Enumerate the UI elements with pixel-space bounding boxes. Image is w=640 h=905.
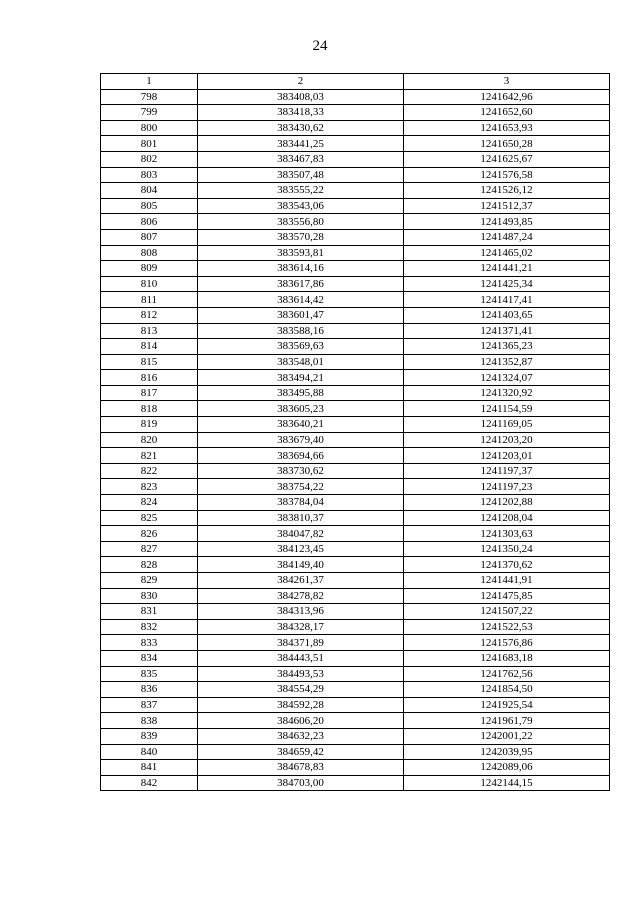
coordinates-table	[100, 73, 610, 791]
coordinate-x-cell: 383495,88	[198, 385, 404, 401]
coordinate-x-cell: 384278,82	[198, 588, 404, 604]
coordinate-y-cell: 1242039,95	[404, 744, 610, 760]
point-number-cell: 819	[101, 417, 198, 433]
table-row	[101, 136, 610, 152]
table-row	[101, 401, 610, 417]
page-number: 24	[312, 38, 328, 54]
coordinate-x-cell: 384606,20	[198, 713, 404, 729]
table-row	[101, 557, 610, 573]
table-row	[101, 541, 610, 557]
coordinate-x-cell: 383614,16	[198, 261, 404, 277]
point-number-cell: 813	[101, 323, 198, 339]
coordinate-y-cell: 1241303,63	[404, 526, 610, 542]
coordinate-x-cell: 383556,80	[198, 214, 404, 230]
point-number-cell: 815	[101, 354, 198, 370]
coordinate-x-cell: 383548,01	[198, 354, 404, 370]
point-number-cell: 837	[101, 697, 198, 713]
point-number-cell: 842	[101, 775, 198, 791]
table-row	[101, 588, 610, 604]
point-number-cell: 800	[101, 120, 198, 136]
point-number-cell: 812	[101, 307, 198, 323]
coordinate-x-cell: 383543,06	[198, 198, 404, 214]
coordinate-y-cell: 1241925,54	[404, 697, 610, 713]
coordinate-y-cell: 1241197,37	[404, 463, 610, 479]
coordinate-y-cell: 1241576,58	[404, 167, 610, 183]
coordinate-x-cell: 383593,81	[198, 245, 404, 261]
coordinate-y-cell: 1241202,88	[404, 495, 610, 511]
table-row	[101, 775, 610, 791]
table-row	[101, 760, 610, 776]
coordinate-y-cell: 1241683,18	[404, 650, 610, 666]
table-row	[101, 495, 610, 511]
coordinate-x-cell: 384554,29	[198, 682, 404, 698]
point-number-cell: 803	[101, 167, 198, 183]
coordinate-x-cell: 384678,83	[198, 760, 404, 776]
table-row	[101, 151, 610, 167]
table-row	[101, 370, 610, 386]
coordinate-x-cell: 383494,21	[198, 370, 404, 386]
point-number-cell: 817	[101, 385, 198, 401]
table-row	[101, 214, 610, 230]
table-row	[101, 728, 610, 744]
point-number-cell: 807	[101, 229, 198, 245]
header-col-3: 3	[404, 74, 610, 90]
table-row	[101, 635, 610, 651]
table-row	[101, 479, 610, 495]
coordinate-y-cell: 1241441,91	[404, 573, 610, 589]
coordinate-y-cell: 1241320,92	[404, 385, 610, 401]
coordinate-x-cell: 383430,62	[198, 120, 404, 136]
coordinate-x-cell: 384047,82	[198, 526, 404, 542]
coordinate-x-cell: 383617,86	[198, 276, 404, 292]
point-number-cell: 821	[101, 448, 198, 464]
point-number-cell: 804	[101, 183, 198, 199]
coordinate-x-cell: 383694,66	[198, 448, 404, 464]
coordinate-x-cell: 383418,33	[198, 105, 404, 121]
coordinate-x-cell: 384659,42	[198, 744, 404, 760]
point-number-cell: 809	[101, 261, 198, 277]
coordinate-x-cell: 384703,00	[198, 775, 404, 791]
table-row	[101, 339, 610, 355]
coordinate-y-cell: 1242001,22	[404, 728, 610, 744]
coordinate-y-cell: 1241441,21	[404, 261, 610, 277]
coordinate-y-cell: 1241203,01	[404, 448, 610, 464]
point-number-cell: 798	[101, 89, 198, 105]
coordinate-x-cell: 384443,51	[198, 650, 404, 666]
coordinate-y-cell: 1241352,87	[404, 354, 610, 370]
table-row	[101, 89, 610, 105]
coordinate-y-cell: 1241350,24	[404, 541, 610, 557]
point-number-cell: 827	[101, 541, 198, 557]
table-row	[101, 354, 610, 370]
point-number-cell: 839	[101, 728, 198, 744]
coordinate-x-cell: 383588,16	[198, 323, 404, 339]
header-row	[101, 74, 610, 90]
coordinate-y-cell: 1241576,86	[404, 635, 610, 651]
point-number-cell: 835	[101, 666, 198, 682]
point-number-cell: 822	[101, 463, 198, 479]
coordinate-x-cell: 383754,22	[198, 479, 404, 495]
table-row	[101, 713, 610, 729]
table-row	[101, 604, 610, 620]
table-row	[101, 167, 610, 183]
point-number-cell: 802	[101, 151, 198, 167]
coordinate-y-cell: 1241652,60	[404, 105, 610, 121]
coordinate-y-cell: 1241371,41	[404, 323, 610, 339]
coordinate-y-cell: 1241961,79	[404, 713, 610, 729]
table-row	[101, 198, 610, 214]
table-row	[101, 682, 610, 698]
point-number-cell: 823	[101, 479, 198, 495]
coordinate-y-cell: 1241493,85	[404, 214, 610, 230]
header-col-2: 2	[198, 74, 404, 90]
coordinate-x-cell: 383408,03	[198, 89, 404, 105]
coordinate-x-cell: 383730,62	[198, 463, 404, 479]
point-number-cell: 830	[101, 588, 198, 604]
table-row	[101, 510, 610, 526]
table-row	[101, 229, 610, 245]
table-row	[101, 448, 610, 464]
coordinate-x-cell: 383467,83	[198, 151, 404, 167]
point-number-cell: 828	[101, 557, 198, 573]
coordinate-y-cell: 1241650,28	[404, 136, 610, 152]
table-row	[101, 261, 610, 277]
coordinate-x-cell: 384328,17	[198, 619, 404, 635]
table-row	[101, 105, 610, 121]
point-number-cell: 831	[101, 604, 198, 620]
point-number-cell: 806	[101, 214, 198, 230]
coordinate-y-cell: 1241475,85	[404, 588, 610, 604]
point-number-cell: 820	[101, 432, 198, 448]
table-body	[101, 89, 610, 791]
point-number-cell: 838	[101, 713, 198, 729]
coordinate-y-cell: 1241208,04	[404, 510, 610, 526]
coordinate-x-cell: 384313,96	[198, 604, 404, 620]
point-number-cell: 836	[101, 682, 198, 698]
coordinate-y-cell: 1241370,62	[404, 557, 610, 573]
coordinate-x-cell: 383507,48	[198, 167, 404, 183]
coordinate-x-cell: 383614,42	[198, 292, 404, 308]
table-row	[101, 183, 610, 199]
table-row	[101, 323, 610, 339]
coordinate-y-cell: 1241526,12	[404, 183, 610, 199]
point-number-cell: 825	[101, 510, 198, 526]
point-number-cell: 824	[101, 495, 198, 511]
coordinate-x-cell: 384123,45	[198, 541, 404, 557]
table-row	[101, 619, 610, 635]
table-row	[101, 120, 610, 136]
coordinate-y-cell: 1241154,59	[404, 401, 610, 417]
table-row	[101, 650, 610, 666]
coordinate-x-cell: 383441,25	[198, 136, 404, 152]
coordinate-x-cell: 383569,63	[198, 339, 404, 355]
table-row	[101, 292, 610, 308]
coordinate-x-cell: 383601,47	[198, 307, 404, 323]
point-number-cell: 833	[101, 635, 198, 651]
table-row	[101, 463, 610, 479]
point-number-cell: 826	[101, 526, 198, 542]
table-row	[101, 307, 610, 323]
point-number-cell: 805	[101, 198, 198, 214]
point-number-cell: 799	[101, 105, 198, 121]
coordinate-x-cell: 383810,37	[198, 510, 404, 526]
table-row	[101, 417, 610, 433]
point-number-cell: 818	[101, 401, 198, 417]
coordinate-y-cell: 1241197,23	[404, 479, 610, 495]
coordinate-y-cell: 1241465,02	[404, 245, 610, 261]
coordinate-y-cell: 1241762,56	[404, 666, 610, 682]
table-row	[101, 245, 610, 261]
coordinate-x-cell: 383784,04	[198, 495, 404, 511]
coordinate-y-cell: 1242144,15	[404, 775, 610, 791]
point-number-cell: 841	[101, 760, 198, 776]
coordinate-y-cell: 1241507,22	[404, 604, 610, 620]
point-number-cell: 840	[101, 744, 198, 760]
coordinate-y-cell: 1241169,05	[404, 417, 610, 433]
coordinate-y-cell: 1241203,20	[404, 432, 610, 448]
coordinate-x-cell: 384632,23	[198, 728, 404, 744]
coordinate-y-cell: 1241403,65	[404, 307, 610, 323]
point-number-cell: 834	[101, 650, 198, 666]
coordinate-x-cell: 384149,40	[198, 557, 404, 573]
coordinate-y-cell: 1241417,41	[404, 292, 610, 308]
point-number-cell: 808	[101, 245, 198, 261]
coordinate-y-cell: 1241425,34	[404, 276, 610, 292]
coordinate-y-cell: 1241512,37	[404, 198, 610, 214]
point-number-cell: 810	[101, 276, 198, 292]
table-header	[101, 74, 610, 90]
table-row	[101, 697, 610, 713]
coordinate-x-cell: 383640,21	[198, 417, 404, 433]
header-col-1: 1	[101, 74, 198, 90]
coordinate-x-cell: 383679,40	[198, 432, 404, 448]
table-row	[101, 744, 610, 760]
coordinate-x-cell: 383570,28	[198, 229, 404, 245]
point-number-cell: 814	[101, 339, 198, 355]
coordinate-y-cell: 1242089,06	[404, 760, 610, 776]
coordinate-y-cell: 1241642,96	[404, 89, 610, 105]
point-number-cell: 801	[101, 136, 198, 152]
coordinate-x-cell: 383555,22	[198, 183, 404, 199]
coordinate-x-cell: 383605,23	[198, 401, 404, 417]
coordinate-y-cell: 1241854,50	[404, 682, 610, 698]
table-row	[101, 432, 610, 448]
table-row	[101, 573, 610, 589]
table-row	[101, 526, 610, 542]
point-number-cell: 829	[101, 573, 198, 589]
point-number-cell: 832	[101, 619, 198, 635]
coordinate-y-cell: 1241625,67	[404, 151, 610, 167]
coordinate-y-cell: 1241487,24	[404, 229, 610, 245]
coordinate-x-cell: 384493,53	[198, 666, 404, 682]
point-number-cell: 811	[101, 292, 198, 308]
coordinate-x-cell: 384371,89	[198, 635, 404, 651]
coordinate-y-cell: 1241653,93	[404, 120, 610, 136]
table-row	[101, 666, 610, 682]
table-row	[101, 385, 610, 401]
coordinate-x-cell: 384592,28	[198, 697, 404, 713]
table-row	[101, 276, 610, 292]
coordinate-y-cell: 1241324,07	[404, 370, 610, 386]
coordinate-y-cell: 1241522,53	[404, 619, 610, 635]
point-number-cell: 816	[101, 370, 198, 386]
coordinate-y-cell: 1241365,23	[404, 339, 610, 355]
coordinate-x-cell: 384261,37	[198, 573, 404, 589]
